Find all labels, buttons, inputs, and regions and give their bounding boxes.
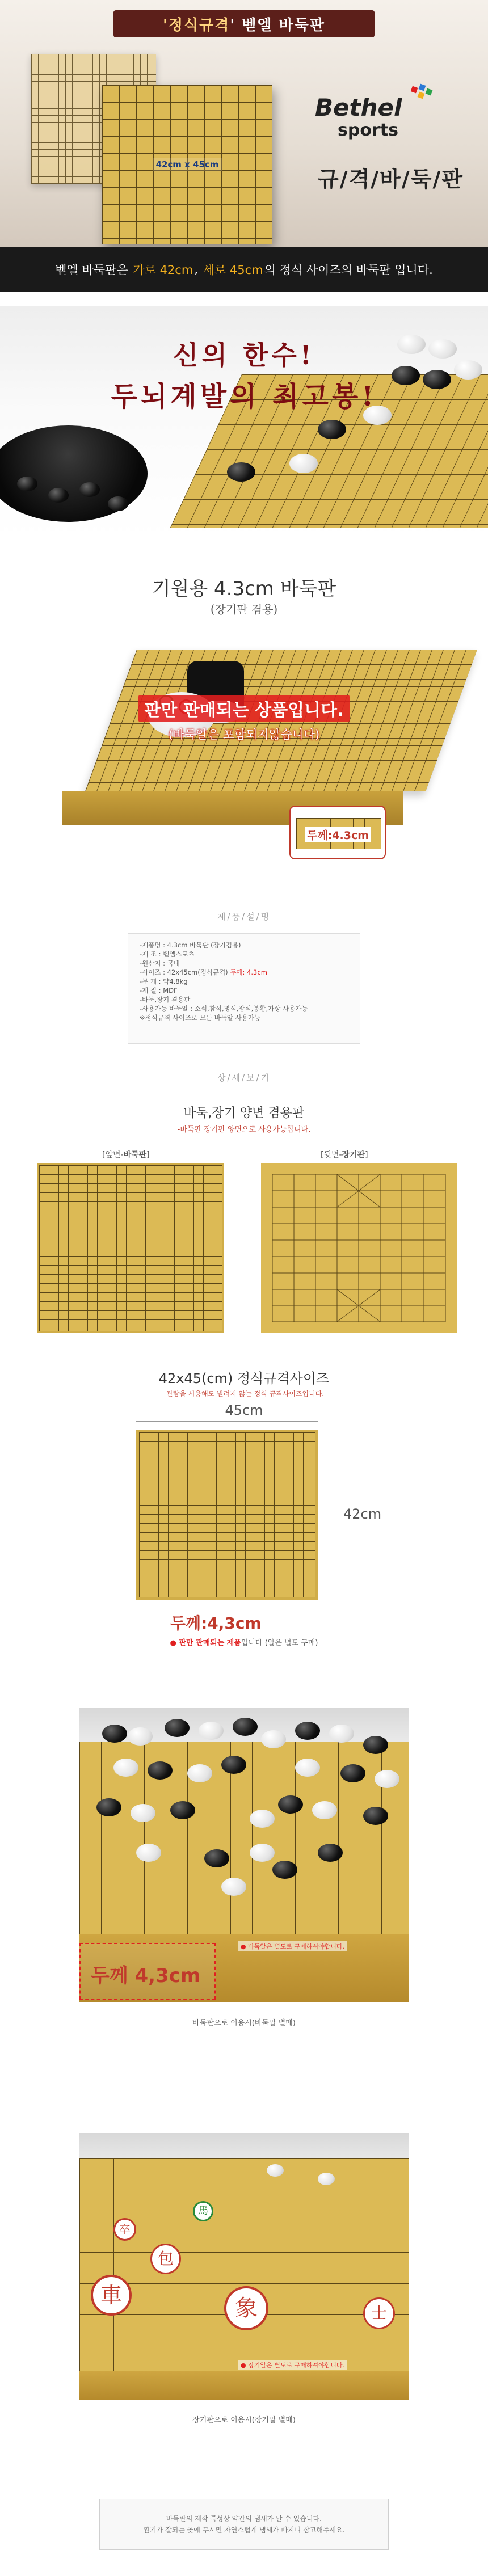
hero-title-highlight: 정식규격 xyxy=(168,16,230,34)
janggi-board-back-image xyxy=(261,1163,457,1333)
hero-tagline: 규/격/바/둑/판 xyxy=(318,166,464,192)
janggi-piece: 車 xyxy=(91,2275,132,2316)
janggi-piece: 象 xyxy=(224,2286,268,2330)
detail-subtitle: -바둑판 장기판 양면으로 사용가능합니다. xyxy=(177,1125,311,1134)
product-subtitle: (장기판 겸용) xyxy=(210,602,278,616)
intro-bar xyxy=(0,247,488,292)
spec-row: -무 게 : 약4.8kg xyxy=(140,977,188,985)
size-note-rest: 입니다 (알은 별도 구매) xyxy=(241,1639,318,1647)
spec-row: -바둑,장기 겸용판 xyxy=(140,996,191,1004)
intro-height-highlight: 세로 45cm xyxy=(203,263,263,277)
photo2-caption: 장기판으로 이용시(장기알 별매) xyxy=(192,2416,296,2425)
janggi-piece: 士 xyxy=(363,2297,395,2329)
width-arrow xyxy=(136,1421,318,1422)
back-label-prefix: [뒷면- xyxy=(321,1150,342,1160)
go-board-image xyxy=(102,85,272,244)
brand-logo xyxy=(315,85,462,147)
footer-line-1: 바둑판의 제작 특성상 약간의 냄새가 날 수 있습니다. xyxy=(166,2515,322,2523)
size-note-red: ● 판만 판매되는 제품 xyxy=(170,1639,241,1647)
front-label-prefix: [앞면- xyxy=(102,1150,124,1160)
brand-logo-mark-icon xyxy=(406,82,440,105)
spec-row-size xyxy=(140,968,351,977)
back-label xyxy=(321,1149,368,1160)
intro-part1: 벧엘 바둑판은 xyxy=(55,263,128,277)
spec-section-label: 제/품/설/명 xyxy=(217,912,271,922)
spec-row: -제품명 : 4.3cm 바둑판 (장기겸용) xyxy=(140,941,241,949)
size-title: 42x45(cm) 정식규격사이즈 xyxy=(158,1371,330,1386)
hero-title-rest: ' 벧엘 바둑판 xyxy=(230,16,326,34)
footer-notice xyxy=(99,2499,389,2550)
brand-name: Bethel xyxy=(315,94,402,121)
hero-title-ribbon xyxy=(113,10,375,37)
photo2-note: ● 장기알은 별도로 구매하셔야합니다. xyxy=(238,2360,347,2370)
slogan-banner xyxy=(0,306,488,539)
size-height-label: 42cm xyxy=(343,1506,382,1522)
spec-thickness: 두께: 4.3cm xyxy=(230,968,267,976)
board-size-tag: 42cm x 45cm xyxy=(153,158,222,171)
back-label-bold: 장기판 xyxy=(342,1150,365,1160)
size-note xyxy=(0,1637,488,1647)
detail-section-label: 상/세/보/기 xyxy=(217,1073,271,1083)
brand-sub: sports xyxy=(338,120,398,140)
intro-part2: , xyxy=(194,263,198,276)
spec-size: -사이즈 : 42x45cm(정식규격) xyxy=(140,968,228,976)
photo1-thickness: 두께 4,3cm xyxy=(91,1964,201,1987)
hero-section xyxy=(0,0,488,247)
spec-row: ※정식규격 사이즈로 모든 바둑알 사용가능 xyxy=(140,1014,261,1022)
spec-row: -사용가능 바둑알 : 소석,참석,명석,장석,봉황,가상 사용가능 xyxy=(140,1005,308,1013)
janggi-piece: 包 xyxy=(150,2244,181,2274)
go-board-front-image xyxy=(37,1163,224,1333)
notice-stones-excluded: (바둑알은 포함되지않습니다) xyxy=(168,728,320,741)
photo1-caption: 바둑판으로 이용시(바둑알 별매) xyxy=(192,2019,296,2027)
janggi-piece: 卒 xyxy=(113,2218,136,2241)
banner-line-2: 두뇌계발의 최고봉! xyxy=(111,381,377,412)
spec-row: -제 조 : 벧엘스포츠 xyxy=(140,950,195,958)
size-subtitle: -관람을 시용해도 빌려지 않는 정식 규격사이즈입니다. xyxy=(163,1390,325,1398)
front-label xyxy=(102,1149,150,1160)
size-width-label: 45cm xyxy=(225,1402,263,1418)
spec-row: -원산지 : 국내 xyxy=(140,959,180,967)
notice-board-only: 판만 판매되는 상품입니다. xyxy=(138,695,349,722)
janggi-piece: 馬 xyxy=(193,2201,213,2221)
banner-line-1: 신의 한수! xyxy=(173,340,315,370)
spec-table xyxy=(128,933,360,1044)
detail-title: 바둑,장기 양면 겸용판 xyxy=(183,1106,305,1120)
thickness-label: 두께:4.3cm xyxy=(305,827,371,842)
size-board-image xyxy=(136,1430,318,1600)
intro-part3: 의 정식 사이즈의 바둑판 입니다. xyxy=(264,263,433,277)
product-notice xyxy=(0,695,488,743)
footer-line-2: 환기가 잘되는 곳에 두시면 자연스럽게 냄새가 빠지니 참고해주세요. xyxy=(143,2526,345,2534)
front-label-suffix: ] xyxy=(146,1150,150,1160)
spec-row: -재 질 : MDF xyxy=(140,986,178,994)
thickness-callout xyxy=(289,806,386,859)
title-quote-open: ' xyxy=(162,16,169,34)
photo1-note: ● 바둑알은 별도로 구매하셔야합니다. xyxy=(238,1941,347,1951)
back-label-suffix: ] xyxy=(365,1150,368,1160)
go-board-photo xyxy=(79,1708,409,2002)
front-label-bold: 바둑판 xyxy=(123,1150,147,1160)
size-thickness-label: 두께:4,3cm xyxy=(170,1614,262,1633)
product-name: 기원용 4.3cm 바둑판 xyxy=(152,577,336,600)
intro-width-highlight: 가로 42cm xyxy=(133,263,193,277)
